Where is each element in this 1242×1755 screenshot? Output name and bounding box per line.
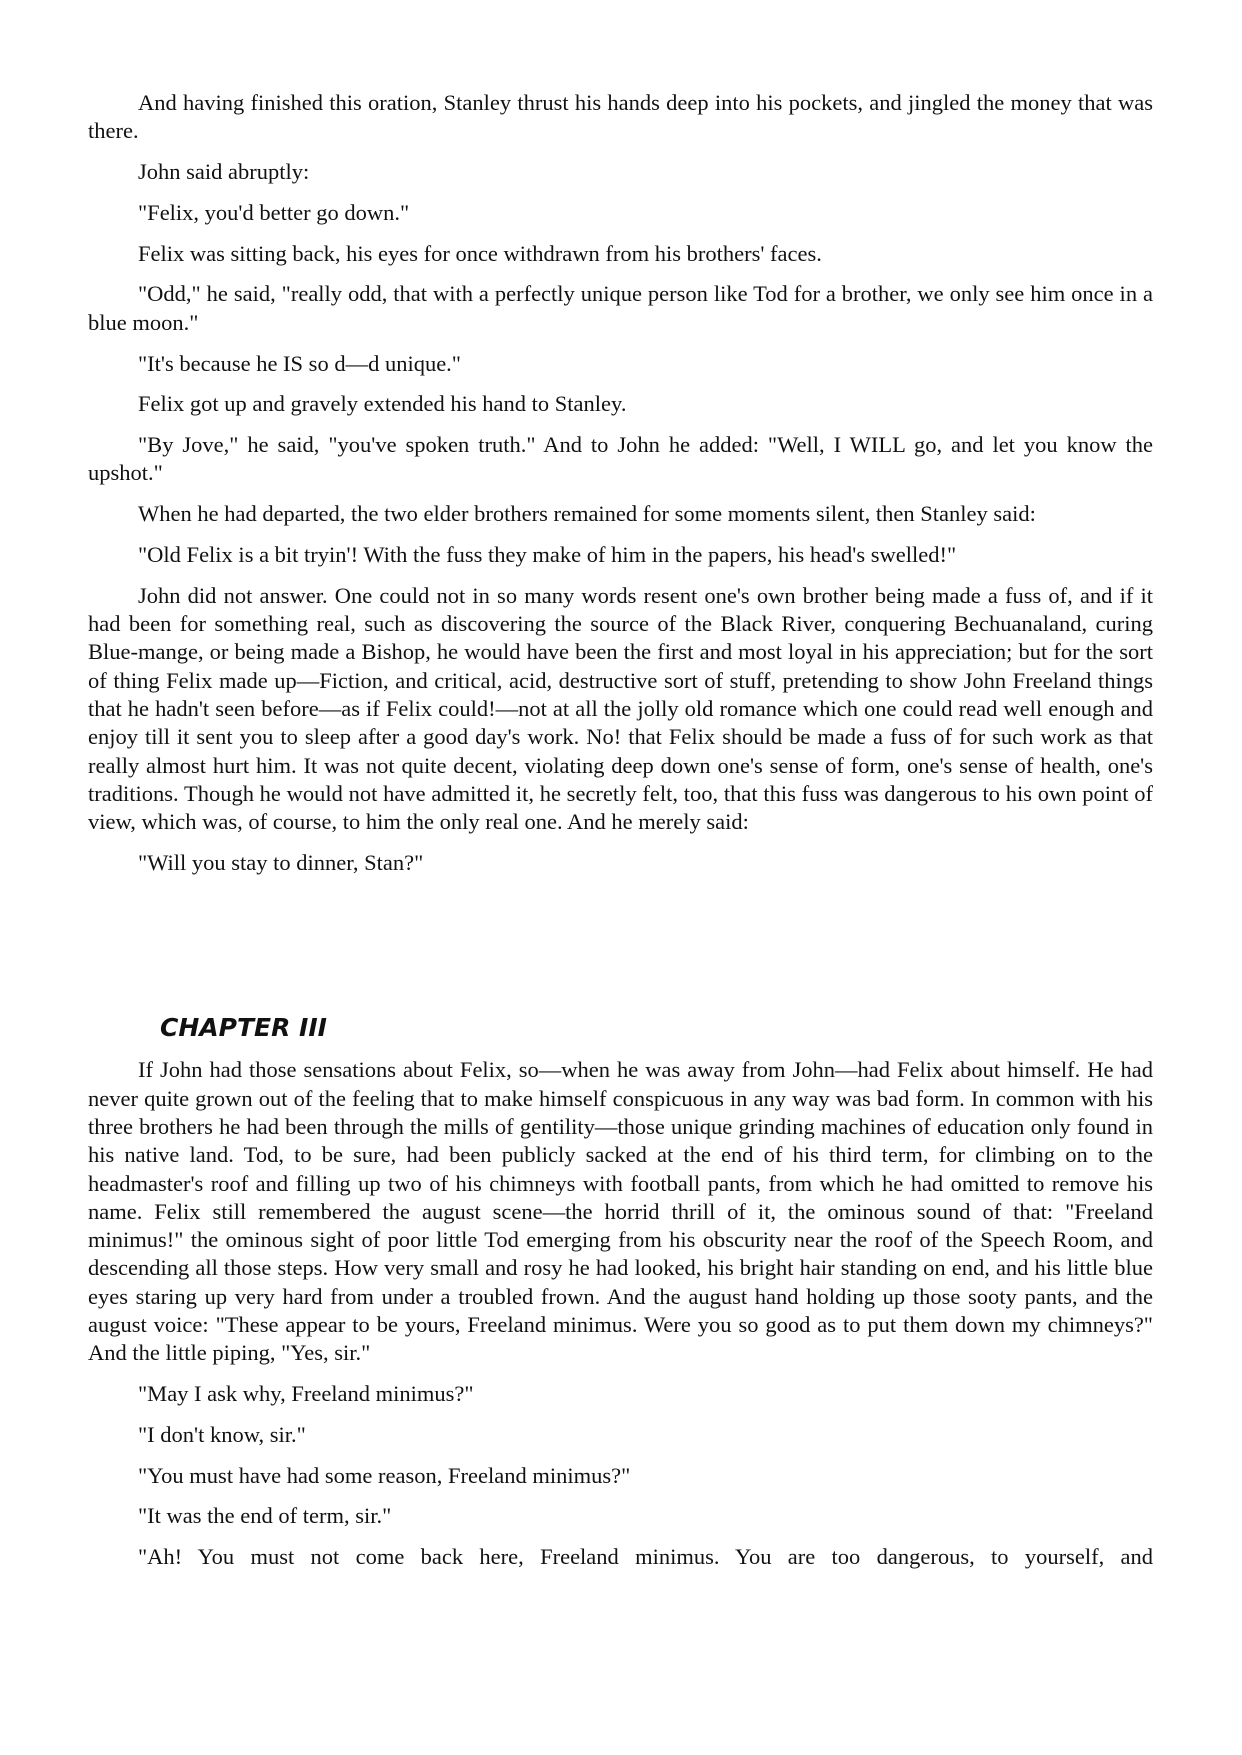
paragraph: "It's because he IS so d—d unique." [138,350,461,376]
paragraph: When he had departed, the two elder brothers remained for some moments silent, then Stanley said: [138,501,1036,527]
paragraph: "By Jove," he said, "you've spoken truth." And to John he added: "Well, I WILL go, and let you know the upshot." [88,432,1153,486]
paragraph: "Old Felix is a bit tryin'! With the fuss they make of him in the papers, his head's swelled!" [138,542,957,568]
paragraph: "Ah! You must not come back here, Freeland minimus. You are too dangerous, to yourself, and [138,1544,1153,1570]
paragraph: "Felix, you'd better go down." [138,199,410,225]
text-section-2 [88,1056,1153,1571]
paragraph: John did not answer. One could not in so many words resent one's own brother being made a fuss of, and if it had been for something real, such as discovering the source of the Black River, conquering Bechuanaland, curing Blue-mange, or being made a Bishop, he would have been the first and most loyal in his appreciation; but for the sort of thing Felix made up—Fiction, and critical, acid, destructive sort of stuff, pretending to show John Freeland things that he hadn't seen before—as if Felix could!—not at all the jolly old romance which one could read well enough and enjoy till it sent you to sleep after a good day's work. No! that Felix should be made a fuss of for such work as that really almost hurt him. It was not quite decent, violating deep down one's sense of form, one's sense of health, one's traditions. Though he would not have admitted it, he secretly felt, too, that this fuss was dangerous to his own point of view, which was, of course, to him the only real one. And he merely said: [88,582,1153,835]
paragraph: And having finished this oration, Stanley thrust his hands deep into his pockets, and jingled the money that was there. [88,90,1153,144]
paragraph: "It was the end of term, sir." [138,1503,392,1529]
paragraph: Felix was sitting back, his eyes for once withdrawn from his brothers' faces. [138,240,822,266]
paragraph: Felix got up and gravely extended his hand to Stanley. [138,391,627,417]
paragraph: "May I ask why, Freeland minimus?" [138,1381,474,1407]
paragraph: If John had those sensations about Felix, so—when he was away from John—had Felix about himself. He had never quite grown out of the feeling that to make himself conspicuous in any way was bad form. In common with his three brothers he had been through the mills of gentility—those unique grinding machines of education only found in his native land. Tod, to be sure, had been publicly sacked at the end of his third term, for climbing on to the headmaster's roof and filling up two of his chimneys with football pants, from which he had omitted to remove his name. Felix still remembered the august scene—the horrid thrill of it, the ominous sound of that: "Freeland minimus!" the ominous sight of poor little Tod emerging from his obscurity near the roof of the Speech Room, and descending all those steps. How very small and rosy he had looked, his bright hair standing on end, and his little blue eyes staring up very hard from under a troubled frown. And the august hand holding up those sooty pants, and the august voice: "These appear to be yours, Freeland minimus. Were you so good as to put them down my chimneys?" And the little piping, "Yes, sir." [88,1057,1153,1366]
paragraph: "I don't know, sir." [138,1421,306,1447]
paragraph: "Odd," he said, "really odd, that with a perfectly unique person like Tod for a brother, we only see him once in a blue moon." [88,281,1153,335]
paragraph: "You must have had some reason, Freeland minimus?" [138,1462,631,1488]
paragraph: "Will you stay to dinner, Stan?" [138,850,424,876]
chapter-heading: CHAPTER III [160,1013,327,1043]
text-section-1 [88,89,1153,877]
paragraph: John said abruptly: [138,159,310,185]
